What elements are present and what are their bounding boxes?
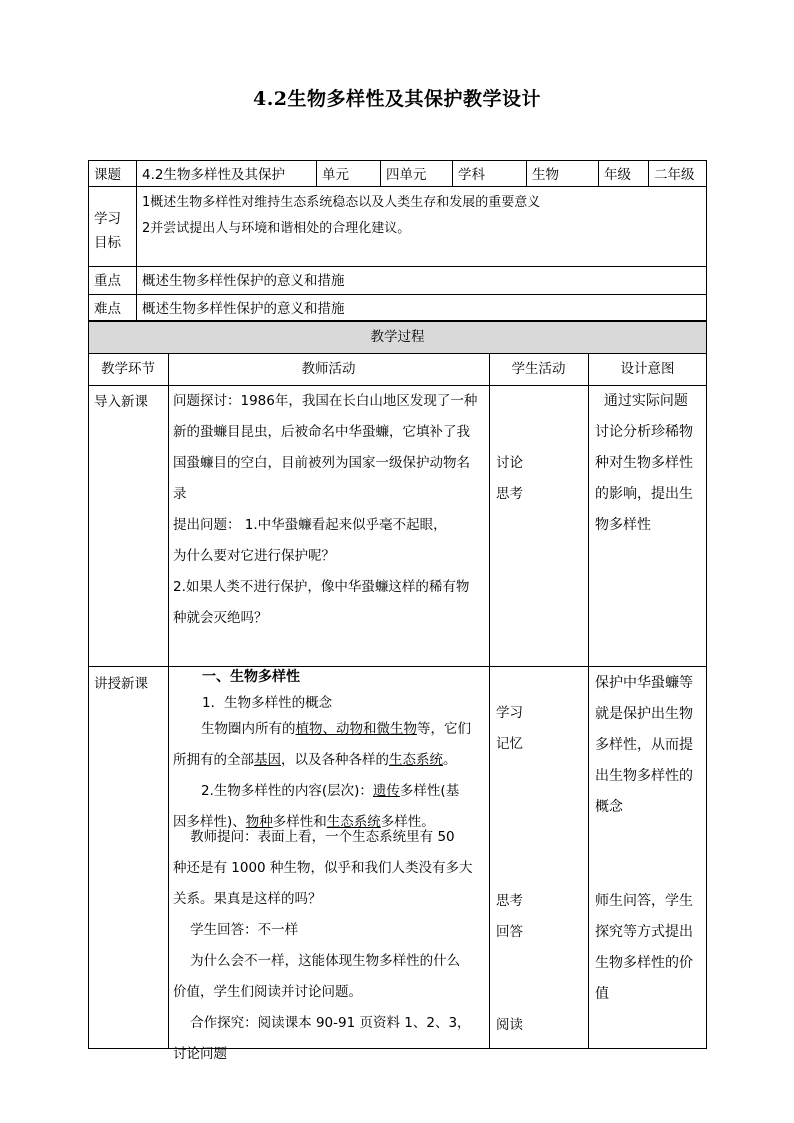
row1-intent: 通过实际问题 讨论分析珍稀物 种对生物多样性 的影响，提出生 物多样性 bbox=[595, 393, 693, 533]
difficulty-value: 概述生物多样性保护的意义和措施 bbox=[142, 301, 345, 317]
goals-line2: 2并尝试提出人与环境和谐相处的合理化建议。 bbox=[142, 221, 411, 236]
row2-intent-a: 保护中华蛩蠊等 就是保护出生物 多样性，从而提 出生物多样性的 概念 bbox=[595, 675, 693, 815]
row2-intent-b: 师生问答，学生 探究等方式提出 生物多样性的价 值 bbox=[595, 893, 693, 1002]
unit-label: 单元 bbox=[322, 167, 349, 183]
col-header-stage: 教学环节 bbox=[101, 361, 155, 377]
grade-value: 二年级 bbox=[654, 167, 695, 183]
col-header-student: 学生活动 bbox=[511, 361, 566, 377]
key-point-value: 概述生物多样性保护的意义和措施 bbox=[142, 273, 345, 289]
unit-value: 四单元 bbox=[386, 167, 427, 183]
col-header-intent: 设计意图 bbox=[620, 361, 675, 377]
goals-label-line2: 目标 bbox=[94, 235, 121, 251]
page-title: 4.2生物多样性及其保护教学设计 bbox=[252, 88, 542, 110]
key-point-label: 重点 bbox=[94, 273, 121, 289]
process-title: 教学过程 bbox=[370, 329, 425, 345]
row2-sub1: 1．生物多样性的概念 bbox=[202, 695, 333, 711]
row2-student-c: 阅读 bbox=[496, 1017, 523, 1033]
row2-heading: 一、生物多样性 bbox=[202, 669, 300, 685]
row2-student-b: 思考 回答 bbox=[496, 893, 523, 940]
col-header-teacher: 教师活动 bbox=[301, 361, 356, 377]
row2-student-a: 学习 记忆 bbox=[496, 705, 523, 752]
row2-teacher-concept: 生物圈内所有的植物、动物和微生物等，它们 所拥有的全部基因，以及各种各样的生态系统。 2.生物多样性的内容(层次)：遗传多样性(基 因多样性)、物种多样性和生态系统多样性。 bbox=[173, 721, 471, 830]
grade-label: 年级 bbox=[604, 167, 631, 183]
goals-label-line1: 学习 bbox=[94, 211, 121, 227]
difficulty-label: 难点 bbox=[94, 301, 121, 317]
row1-stage: 导入新课 bbox=[94, 394, 148, 410]
keti-label: 课题 bbox=[94, 167, 121, 183]
subject-value: 生物 bbox=[532, 167, 559, 183]
row1-student: 讨论 思考 bbox=[496, 455, 523, 502]
row2-stage: 讲授新课 bbox=[94, 676, 148, 692]
goals-line1: 1概述生物多样性对维持生态系统稳态以及人类生存和发展的重要意义 bbox=[142, 195, 541, 210]
keti-value: 4.2生物多样性及其保护 bbox=[142, 167, 285, 183]
row1-teacher: 问题探讨：1986年，我国在长白山地区发现了一种 新的蛩蠊目昆虫，后被命名中华蛩蠊，它填补了我 国蛩蠊目的空白，目前被列为国家一级保护动物名 录 提出问题： 1.中华蛩蠊看起来似乎毫不起眼， 为什么要对它进行保护呢？ 2.如果人类不进行保护，像中华蛩蠊这样的稀有物 种就会灭绝吗？ bbox=[173, 393, 478, 626]
subject-label: 学科 bbox=[458, 167, 485, 183]
row2-teacher-discussion: 教师提问：表面上看，一个生态系统里有 50 种还是有 1000 种生物，似乎和我们人类没有多大 关系。果真是这样的吗？ 学生回答：不一样 为什么会不一样，这能体现生物多样性的什么 价值，学生们阅读并讨论问题。 合作探究：阅读课本 90-91 页资料 1、2、3， 讨论问题 bbox=[173, 829, 473, 1062]
